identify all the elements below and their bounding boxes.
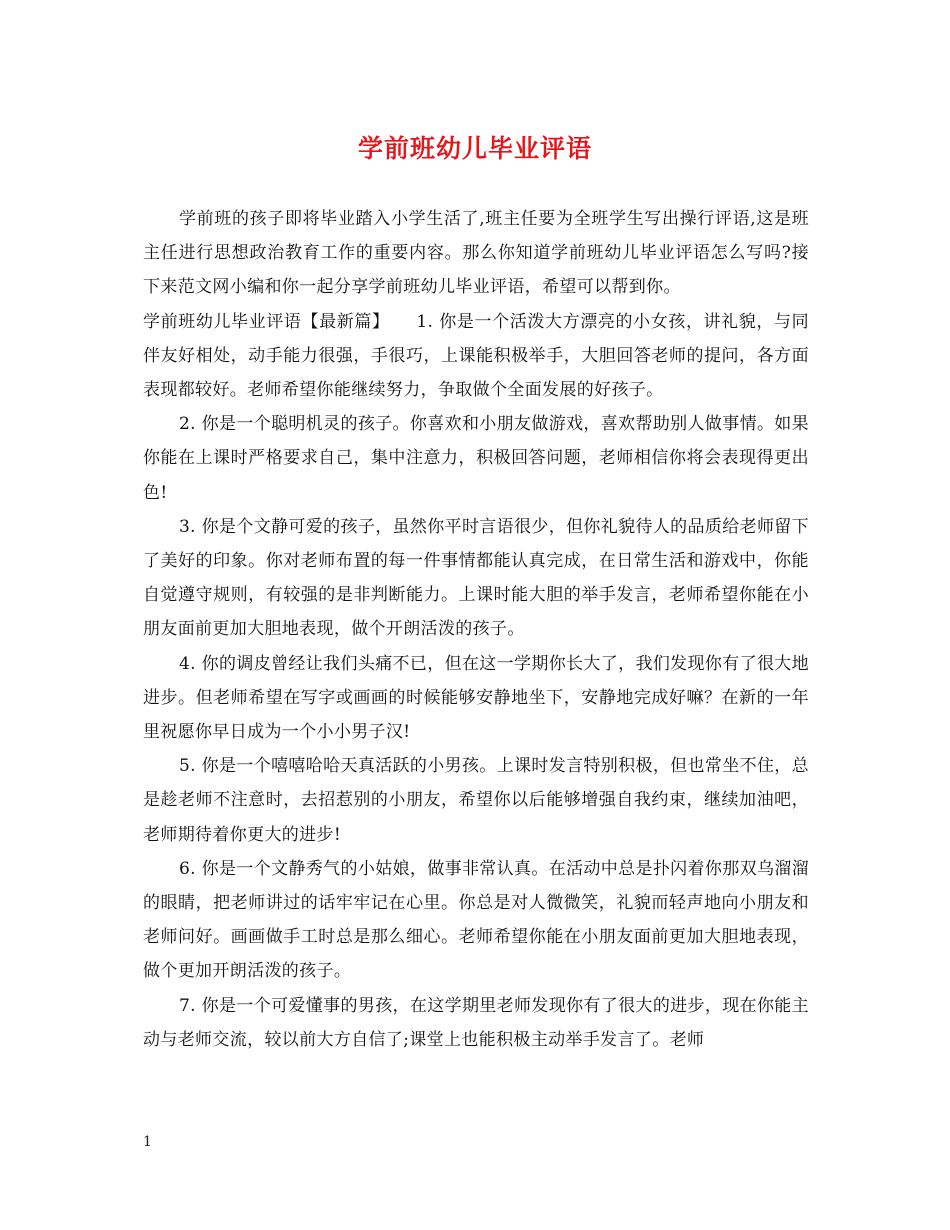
document-title: 学前班幼儿毕业评语 (357, 134, 592, 163)
comment-paragraph-7: 7. 你是一个可爱懂事的男孩，在这学期里老师发现你有了很大的进步，现在你能主动与老师交流，较以前大方自信了;课堂上也能积极主动举手发言了。老师 (143, 995, 809, 1050)
page-number: 1 (143, 1134, 152, 1150)
comment-paragraph-2: 2. 你是一个聪明机灵的孩子。你喜欢和小朋友做游戏，喜欢帮助别人做事情。如果你能在上课时严格要求自己，集中注意力，积极回答问题，老师相信你将会表现得更出色! (143, 414, 809, 503)
comment-paragraph-5: 5. 你是一个嘻嘻哈哈天真活跃的小男孩。上课时发言特别积极，但也常坐不住，总是趁老师不注意时，去招惹别的小朋友，希望你以后能够增强自我约束，继续加油吧，老师期待着你更大的进步! (143, 756, 809, 845)
intro-paragraph: 学前班的孩子即将毕业踏入小学生活了,班主任要为全班学生写出操行评语,这是班主任进行思想政治教育工作的重要内容。那么你知道学前班幼儿毕业评语怎么写吗?接下来范文网小编和你一起分享学前班幼儿毕业评语，希望可以帮到你。 (143, 209, 809, 298)
comment-paragraph-3: 3. 你是个文静可爱的孩子，虽然你平时言语很少，但你礼貌待人的品质给老师留下了美好的印象。你对老师布置的每一件事情都能认真完成，在日常生活和游戏中，你能自觉遵守规则，有较强的是非判断能力。上课时能大胆的举手发言，老师希望你能在小朋友面前更加大胆地表现，做个开朗活泼的孩子。 (143, 516, 809, 640)
comment-paragraph-6: 6. 你是一个文静秀气的小姑娘，做事非常认真。在活动中总是扑闪着你那双乌溜溜的眼睛，把老师讲过的话牢牢记在心里。你总是对人微微笑，礼貌而轻声地向小朋友和老师问好。画画做手工时总是那么细心。老师希望你能在小朋友面前更加大胆地表现，做个更加开朗活泼的孩子。 (143, 858, 809, 982)
comment-paragraph-1: 学前班幼儿毕业评语【最新篇】 1. 你是一个活泼大方漂亮的小女孩，讲礼貌，与同伴友好相处，动手能力很强，手很巧，上课能积极举手，大胆回答老师的提问，各方面表现都较好。老师希望你能继续努力，争取做个全面发展的好孩子。 (143, 311, 809, 401)
comment-paragraph-4: 4. 你的调皮曾经让我们头痛不已，但在这一学期你长大了，我们发现你有了很大地进步。但老师希望在写字或画画的时候能够安静地坐下，安静地完成好嘛？在新的一年里祝愿你早日成为一个小小男子汉! (143, 653, 809, 743)
document-body (143, 202, 809, 1057)
